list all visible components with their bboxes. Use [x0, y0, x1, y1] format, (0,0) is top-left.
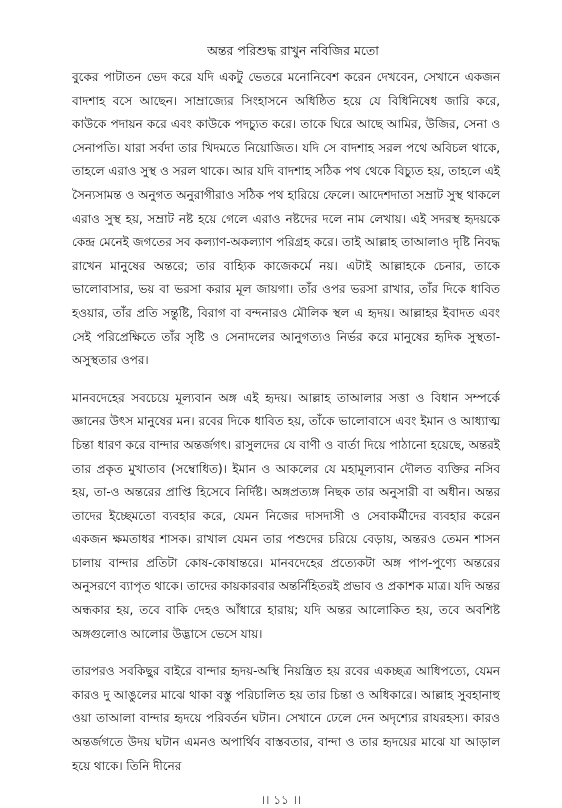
paragraph-1: বুকের পাটাতন ভেদ করে যদি একটু ভেতরে মনোনিবেশ করেন দেখবেন, সেখানে একজন বাদশাহ বসে আছেন। সাম্রাজ্যের সিংহাসনে অধিষ্ঠিত হয়ে যে বিধিনিষেধ জারি করে, কাউকে পদায়ন করে এবং কাউকে পদচ্যুত করে। তাকে ঘিরে আছে আমির, উজির, সেনা ও সেনাপতি। যারা সর্বদা তার খিদমতে নিয়োজিত। যদি সে বাদশাহ সরল পথে অবিচল থাকে, তাহলে এরাও সুস্থ ও সরল থাকে। আর যদি বাদশাহ সঠিক পথ থেকে বিচ্যুত হয়, তাহলে এই সৈন্যসামন্ত ও অনুগত অনুরাগীরাও সঠিক পথ হারিয়ে ফেলে। আদেশদাতা সম্রাট সুস্থ থাকলে এরাও সুস্থ হয়, সম্রাট নষ্ট হয়ে গেলে এরাও নষ্টদের দলে নাম লেখায়। এই সদরস্থ হৃদয়কে কেন্দ্র মেনেই জগতের সব কল্যাণ-অকল্যাণ পরিগ্রহ করে। তাই আল্লাহ তাআলাও দৃষ্টি নিবদ্ধ রাখেন মানুষের অন্তরে; তার বাহ্যিক কাজেকর্মে নয়। এটাই আল্লাহকে চেনার, তাকে ভালোবাসার, ভয় বা ভরসা করার মূল জায়গা। তাঁর ওপর ভরসা রাখার, তাঁর দিকে ধাবিত হওয়ার, তাঁর প্রতি সন্তুষ্টি, বিরাগ বা বন্দনারও মৌলিক স্থল এ হৃদয়। আল্লাহর ইবাদত এবং সেই পরিপ্রেক্ষিতে তাঁর সৃষ্টি ও সেনাদলের আনুগত্যও নির্ভর করে মানুষের হৃদিক সুস্থতা-অসুস্থতার ওপর। — [72, 70, 500, 368]
page-number: ।। ১১ ।। — [260, 793, 302, 807]
paragraph-2: মানবদেহের সবচেয়ে মূল্যবান অঙ্গ এই হৃদয়। আল্লাহ তাআলার সত্তা ও বিধান সম্পর্কে জ্ঞানের উৎস মানুষের মন। রবের দিকে ধাবিত হয়, তাঁকে ভালোবাসে এবং ইমান ও আধ্যাত্ম চিন্তা ধারণ করে বান্দার অন্তর্জগৎ। রাসুলদের যে বাণী ও বার্তা দিয়ে পাঠানো হয়েছে, অন্তরই তার প্রকৃত মুখাতাব (সম্বোধিত)। ইমান ও আকলের যে মহামূল্যবান দৌলত ব্যক্তির নসিব হয়, তা-ও অন্তরের প্রাপ্তি হিসেবে নির্দিষ্ট। অঙ্গপ্রত্যঙ্গ নিছক তার অনুসারী বা অধীন। অন্তর তাদের ইচ্ছেমতো ব্যবহার করে, যেমন নিজের দাসদাসী ও সেবাকর্মীদের ব্যবহার করেন একজন ক্ষমতাধর শাসক। রাখাল যেমন তার পশুদের চরিয়ে বেড়ায়, অন্তরও তেমন শাসন চালায় বান্দার প্রতিটা কোষ-কোষান্তরে। মানবদেহের প্রত্যেকটা অঙ্গ পাপ-পুণ্যে অন্তরের অনুসরণে ব্যাপৃত থাকে। তাদের কায়কারবার অন্তর্নিহিতরই প্রভাব ও প্রকাশক মাত্র। যদি অন্তর অন্ধকার হয়, তবে বাকি দেহও আঁধারে হারায়; যদি অন্তর আলোকিত হয়, তবে অবশিষ্ট অঙ্গগুলোও আলোর উদ্ভাসে ভেসে যায়। — [72, 390, 500, 641]
chapter-title: অন্তর পরিশুদ্ধ রাখুন নবিজির মতো — [207, 43, 379, 58]
paragraph-3: তারপরও সবকিছুর বাইরে বান্দার হৃদয়-অস্থি নিয়ন্ত্রিত হয় রবের একচ্ছত্র আধিপত্যে, যেমন কারও দু আঙুলের মাঝে থাকা বস্তু পরিচালিত হয় তার চিন্তা ও অধিকারে। আল্লাহ সুবহানাহু ওয়া তাআলা বান্দার হৃদয়ে পরিবর্তন ঘটান। সেখানে ঢেলে দেন অদৃশ্যের রাযরহস্য। কারও অন্তর্জগতে উদয় ঘটান এমনও অপার্থিব বাস্তবতার, বান্দা ও তার হৃদয়ের মাঝে যা আড়াল হয়ে থাকে। তিনি দীনের — [72, 664, 500, 773]
